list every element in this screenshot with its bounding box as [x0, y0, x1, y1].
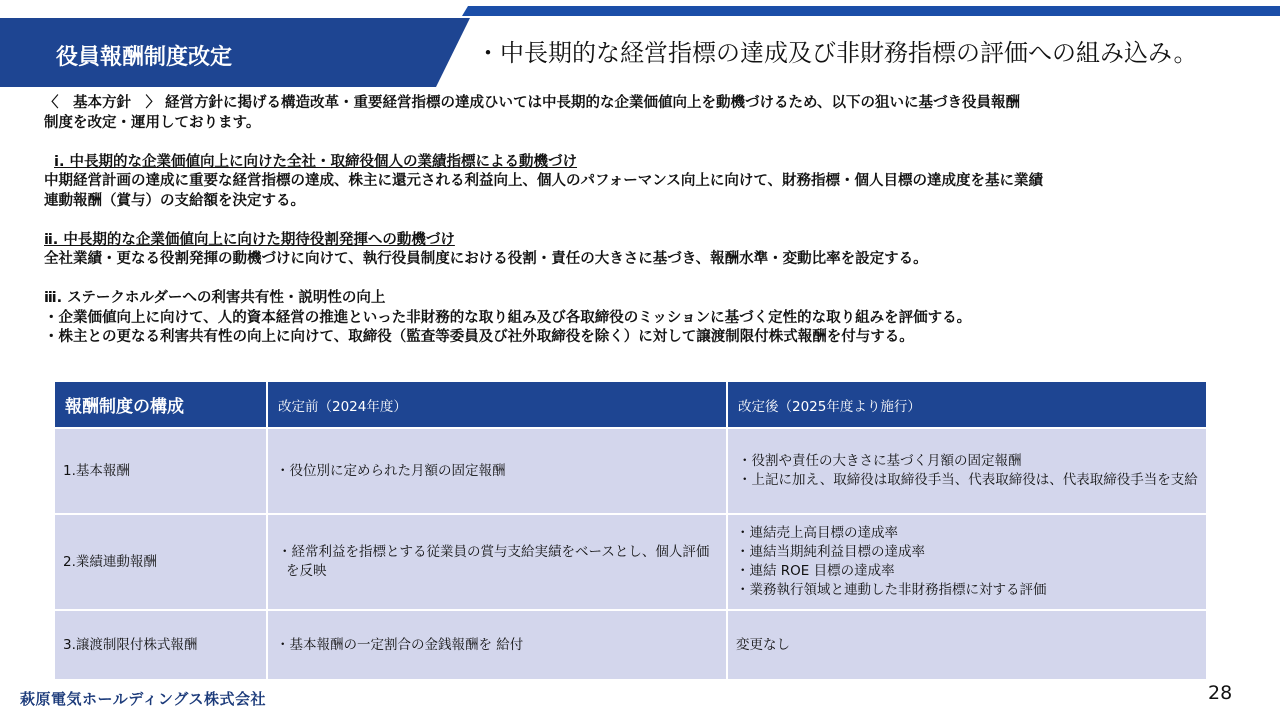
table-row: [54, 610, 1207, 680]
aim-iii-heading: ⅲ. ステークホルダーへの利害共有性・説明性の向上: [44, 290, 386, 306]
before-cell: [267, 514, 727, 610]
compensation-table: [53, 380, 1208, 681]
column-header: 改定前（2024年度）: [267, 381, 727, 428]
before-cell: [267, 610, 727, 680]
cell-item: ・連結当期純利益目標の達成率: [736, 544, 925, 560]
policy-line: 〈 基本方針 〉 経営方針に掲げる構造改革・重要経営指標の達成ひいては中長期的な企業価値向上を動機づけるため、以下の狙いに基づき役員報酬: [44, 95, 1020, 111]
cell-item: ・連結売上高目標の達成率: [736, 525, 898, 541]
column-header: 報酬制度の構成: [54, 381, 267, 428]
after-cell: [727, 514, 1207, 610]
company-logo: 萩原電気ホールディングス株式会社: [20, 690, 267, 708]
cell-item: ・役割や責任の大きさに基づく月額の固定報酬: [738, 453, 1022, 469]
cell-item: ・経常利益を指標とする従業員の賞与支給実績をベースとし、個人評価を反映: [278, 544, 710, 579]
cell-item: ・連結 ROE 目標の達成率: [736, 563, 895, 579]
before-cell: [267, 428, 727, 514]
table-row: [54, 428, 1207, 514]
row-name: 3.譲渡制限付株式報酬: [54, 610, 267, 680]
cell-item: ・上記に加え、取締役は取締役手当、代表取締役は、代表取締役手当を支給: [738, 472, 1198, 488]
cell-item: ・業務執行領域と連動した非財務指標に対する評価: [736, 582, 1047, 598]
page-title: 役員報酬制度改定: [56, 45, 233, 70]
aim-ii-text: 全社業績・更なる役割発揮の動機づけに向けて、執行役員制度における役割・責任の大きさに基づき、報酬水準・変動比率を設定する。: [44, 251, 928, 267]
table-row: [54, 514, 1207, 610]
aim-iii-text: ・企業価値向上に向けて、人的資本経営の推進といった非財務的な取り組み及び各取締役のミッションに基づく定性的な取り組みを評価する。: [44, 309, 972, 326]
cell-item: 変更なし: [736, 636, 790, 653]
aim-ii-heading: ⅱ. 中長期的な企業価値向上に向けた期待役割発揮への動機づけ: [44, 231, 455, 248]
after-cell: [727, 610, 1207, 680]
table-header-row: [54, 381, 1207, 428]
header-message: ・中長期的な経営指標の達成及び非財務指標の評価への組み込み。: [476, 39, 1198, 67]
column-header: 改定後（2025年度より施行）: [727, 381, 1207, 428]
aim-i-text: 連動報酬（賞与）の支給額を決定する。: [44, 192, 305, 209]
cell-item: ・役位別に定められた月額の固定報酬: [276, 462, 506, 479]
aim-iii-text: ・株主との更なる利害共有性の向上に向けて、取締役（監査等委員及び社外取締役を除く）に対して譲渡制限付株式報酬を付与する。: [44, 329, 914, 345]
after-cell: [727, 428, 1207, 514]
row-name: 1.基本報酬: [54, 428, 267, 514]
row-name: 2.業績連動報酬: [54, 514, 267, 610]
policy-line: 制度を改定・運用しております。: [44, 114, 261, 131]
policy-section: [44, 94, 1244, 348]
header-accent-strip: [462, 6, 1280, 16]
aim-i-heading: ⅰ. 中長期的な企業価値向上に向けた全社・取締役個人の業績指標による動機づけ: [54, 153, 578, 170]
cell-item: ・基本報酬の一定割合の金銭報酬を 給付: [276, 636, 524, 653]
page-number: 28: [1208, 682, 1233, 704]
aim-i-text: 中期経営計画の達成に重要な経営指標の達成、株主に還元される利益向上、個人のパフォーマンス向上に向けて、財務指標・個人目標の達成度を基に業績: [44, 173, 1044, 189]
